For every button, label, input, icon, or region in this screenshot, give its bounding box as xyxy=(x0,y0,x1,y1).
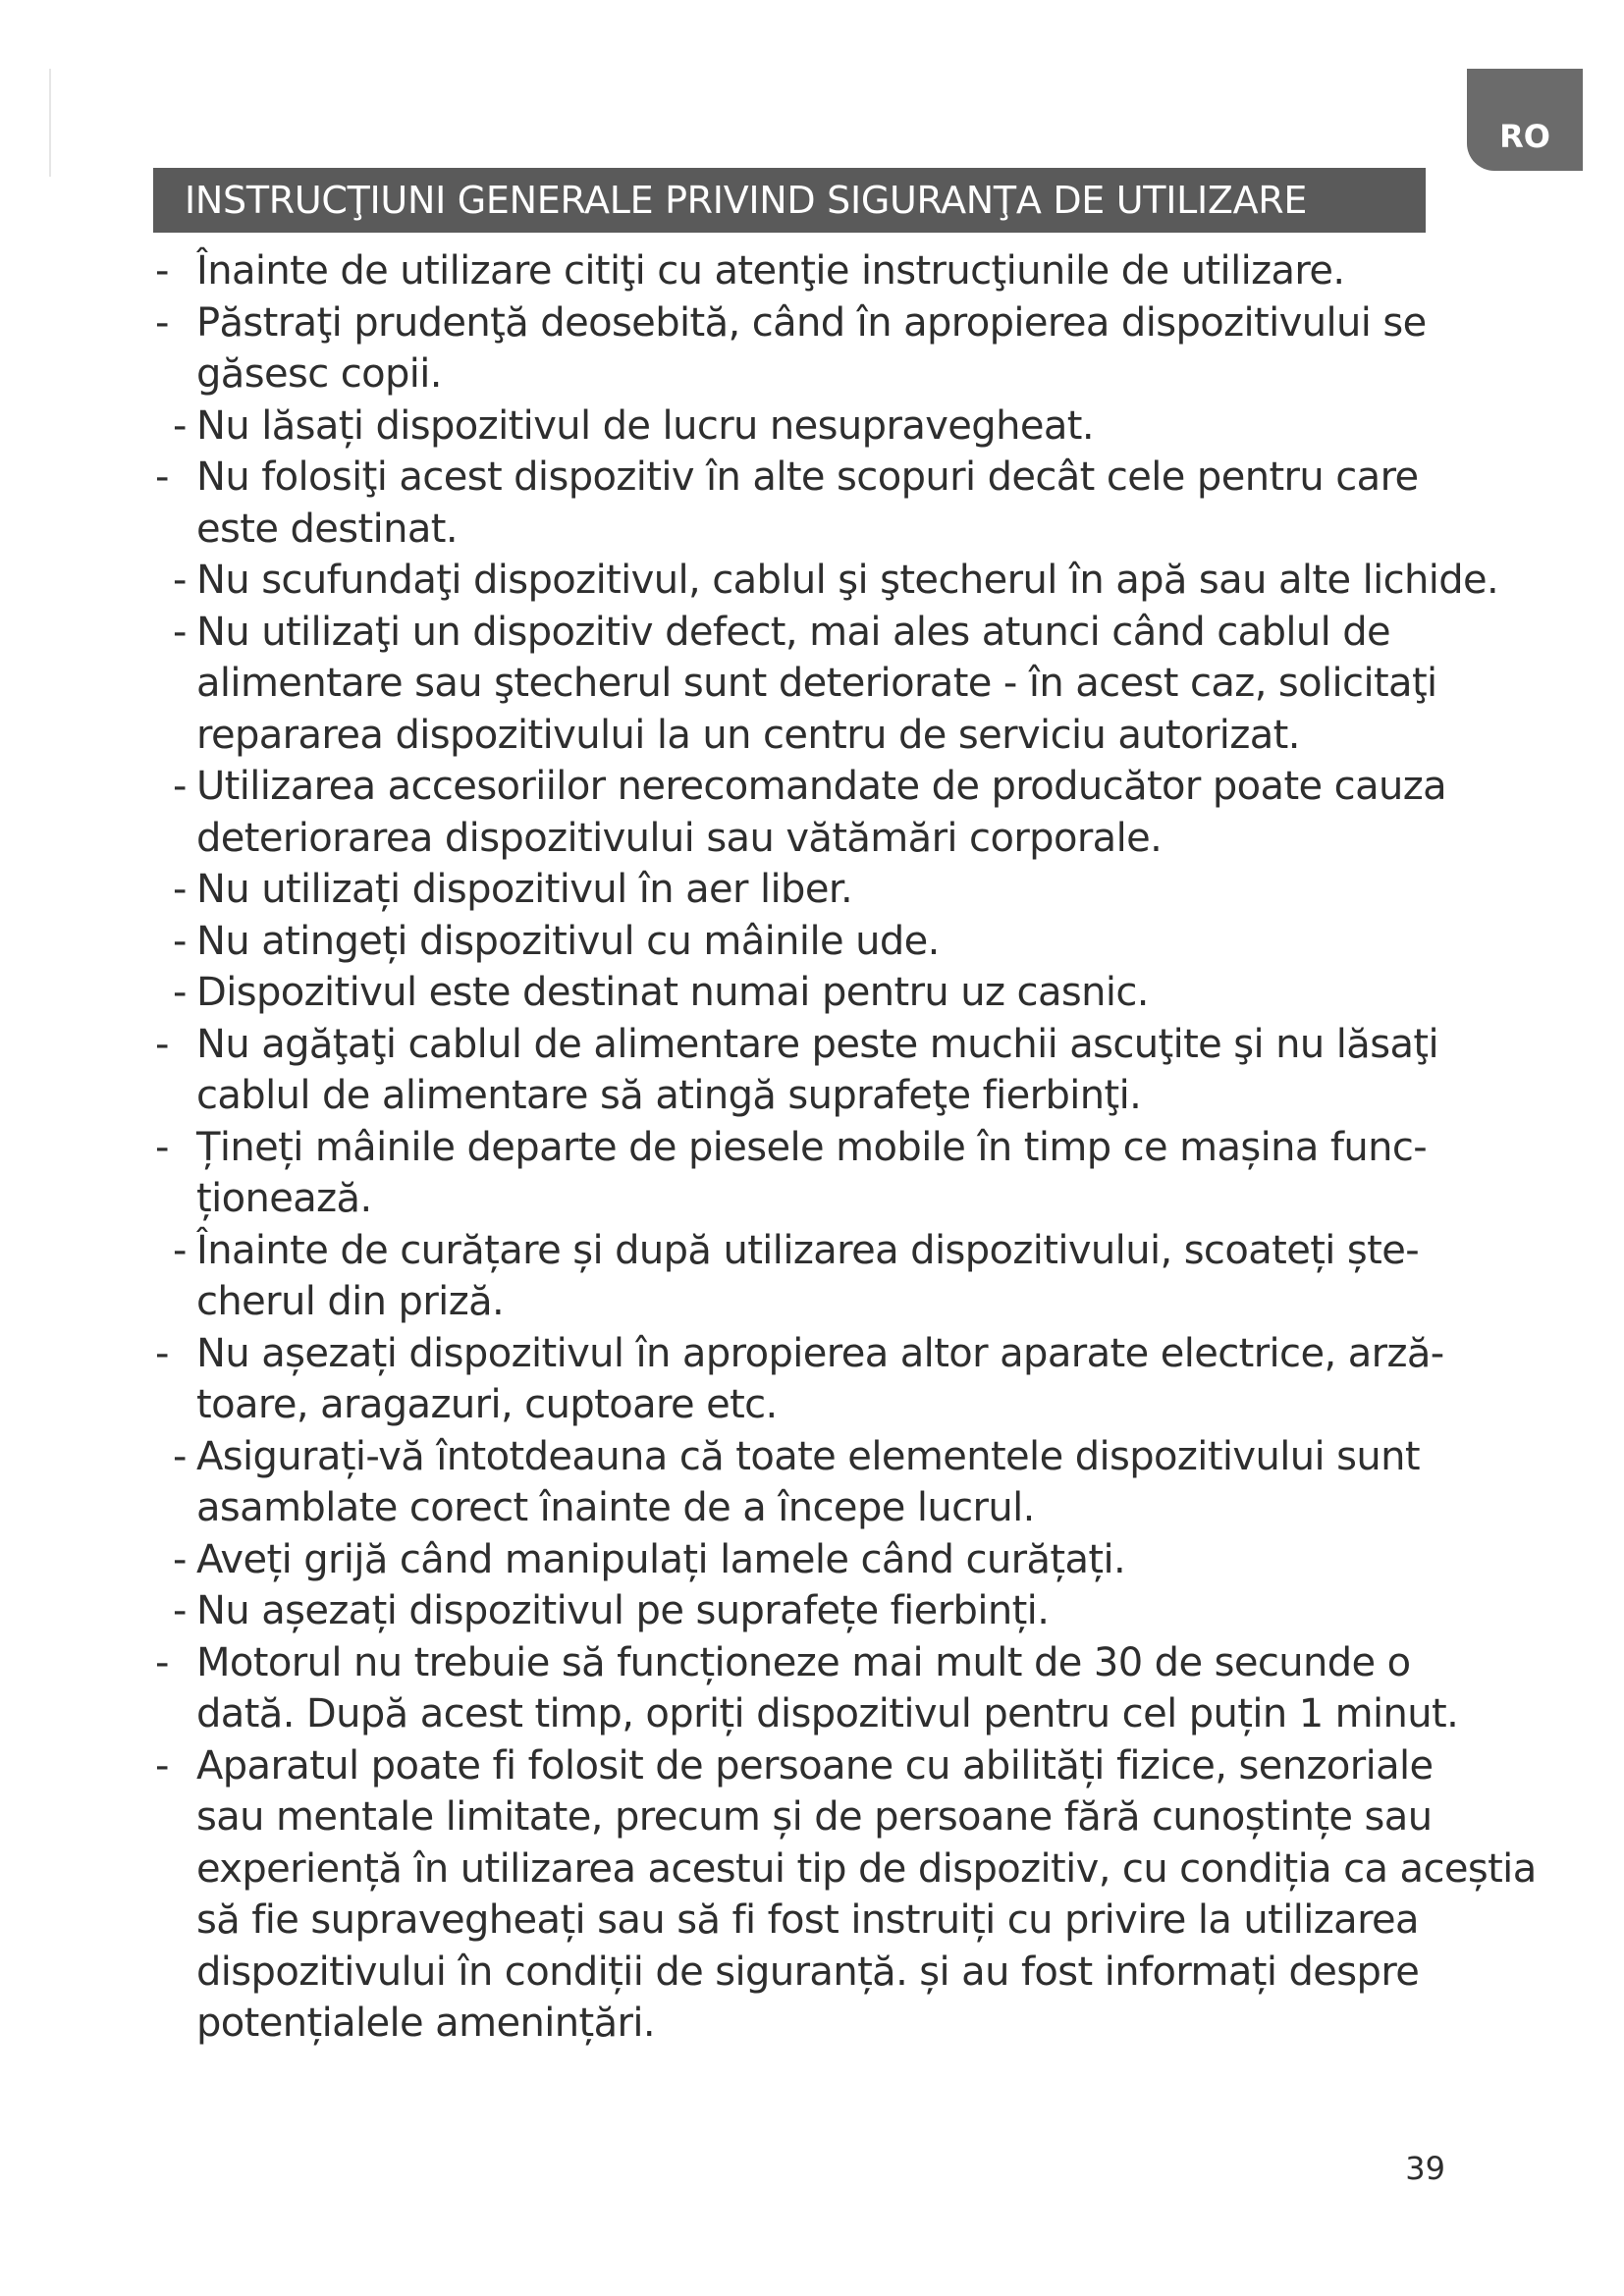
instruction-line: Nu așezați dispozitivul pe suprafețe fierbinți. xyxy=(196,1588,1050,1633)
bullet-dash: - xyxy=(173,1227,187,1273)
bullet-dash: - xyxy=(173,402,187,449)
instruction-line: asamblate corect înainte de a începe lucrul. xyxy=(196,1485,1035,1530)
instruction-line: Nu atingeți dispozitivul cu mâinile ude. xyxy=(196,918,940,964)
instruction-item xyxy=(147,916,1483,968)
section-title: INSTRUCŢIUNI GENERALE PRIVIND SIGURANŢA DE UTILIZARE xyxy=(185,179,1308,222)
section-header xyxy=(153,168,1426,233)
instruction-line: găsesc copii. xyxy=(196,351,442,397)
instruction-line: dispozitivului în condiții de siguranță. și au fost informați despre xyxy=(196,1949,1420,1995)
instruction-line: este destinat. xyxy=(196,506,458,552)
instruction-line: sau mentale limitate, precum și de persoane fără cunoștințe sau xyxy=(196,1794,1433,1840)
instruction-line: Nu utilizaţi un dispozitiv defect, mai ales atunci când cablul de xyxy=(196,609,1391,655)
instruction-line: cherul din priză. xyxy=(196,1279,505,1324)
language-tab-label: RO xyxy=(1499,118,1550,155)
instruction-line: să fie supravegheați sau să fi fost instruiți cu privire la utilizarea xyxy=(196,1897,1419,1943)
bullet-dash: - xyxy=(173,1588,187,1633)
instruction-line: dată. După acest timp, opriți dispozitivul pentru cel puțin 1 minut. xyxy=(196,1691,1459,1736)
safety-instructions-list xyxy=(147,245,1537,2050)
instruction-line: Nu așezați dispozitivul în apropierea altor aparate electrice, arză- xyxy=(196,1330,1444,1376)
instruction-item xyxy=(147,607,1483,762)
instruction-line: ționează. xyxy=(196,1176,372,1221)
instruction-item xyxy=(147,1122,1483,1225)
page-number: 39 xyxy=(1405,2150,1445,2187)
bullet-dash: - xyxy=(155,1330,169,1376)
bullet-dash: - xyxy=(173,609,187,655)
instruction-item xyxy=(147,967,1483,1019)
bullet-dash: - xyxy=(173,764,187,809)
instruction-line: experiență în utilizarea acestui tip de dispozitiv, cu condiția ca aceștia xyxy=(196,1845,1537,1892)
bullet-dash: - xyxy=(173,867,187,912)
bullet-dash: - xyxy=(155,454,169,500)
instruction-item xyxy=(147,1431,1483,1534)
bullet-dash: - xyxy=(155,248,169,294)
bullet-dash: - xyxy=(155,1639,169,1685)
bullet-dash: - xyxy=(173,1433,187,1479)
instruction-line: Motorul nu trebuie să funcționeze mai mult de 30 de secunde o xyxy=(196,1639,1411,1685)
instruction-item xyxy=(147,297,1483,400)
instruction-item xyxy=(147,400,1483,453)
instruction-line: Asigurați-vă întotdeauna că toate elementele dispozitivului sunt xyxy=(196,1433,1420,1479)
instruction-line: Înainte de curățare și după utilizarea dispozitivului, scoateți ște- xyxy=(196,1227,1420,1273)
instruction-item xyxy=(147,452,1483,555)
instruction-line: Țineți mâinile departe de piesele mobile în timp ce mașina func- xyxy=(196,1124,1428,1170)
instruction-line: Nu agăţaţi cablul de alimentare peste muchii ascuţite şi nu lăsaţi xyxy=(196,1021,1438,1067)
instruction-item xyxy=(147,1225,1483,1328)
instruction-item xyxy=(147,1328,1483,1431)
instruction-line: potențialele amenințări. xyxy=(196,2001,655,2046)
instruction-line: Nu lăsați dispozitivul de lucru nesupravegheat. xyxy=(196,402,1094,449)
margin-line xyxy=(49,69,51,177)
instruction-line: Păstraţi prudenţă deosebită, când în apropierea dispozitivului se xyxy=(196,299,1427,346)
instruction-item xyxy=(147,1637,1483,1740)
instruction-line: toare, aragazuri, cuptoare etc. xyxy=(196,1382,778,1427)
instruction-item xyxy=(147,864,1483,916)
instruction-item xyxy=(147,761,1483,864)
bullet-dash: - xyxy=(173,970,187,1015)
bullet-dash: - xyxy=(155,299,169,346)
instruction-item xyxy=(147,1585,1483,1637)
instruction-line: Nu utilizați dispozitivul în aer liber. xyxy=(196,867,853,912)
instruction-item xyxy=(147,555,1499,607)
instruction-line: Dispozitivul este destinat numai pentru uz casnic. xyxy=(196,970,1149,1015)
instruction-line: Nu scufundaţi dispozitivul, cablul şi ştecherul în apă sau alte lichide. xyxy=(196,558,1499,603)
instruction-item xyxy=(147,1740,1537,2050)
bullet-dash: - xyxy=(173,1536,187,1582)
instruction-line: repararea dispozitivului la un centru de serviciu autorizat. xyxy=(196,712,1300,758)
bullet-dash: - xyxy=(173,918,187,964)
instruction-item xyxy=(147,1534,1483,1586)
instruction-line: Aveți grijă când manipulați lamele când curățați. xyxy=(196,1536,1126,1582)
bullet-dash: - xyxy=(155,1124,169,1170)
bullet-dash: - xyxy=(173,558,187,603)
instruction-line: Utilizarea accesoriilor nerecomandate de producător poate cauza xyxy=(196,764,1447,809)
instruction-line: Înainte de utilizare citiţi cu atenţie instrucţiunile de utilizare. xyxy=(196,248,1345,294)
language-tab xyxy=(1467,69,1583,171)
instruction-line: Nu folosiţi acest dispozitiv în alte scopuri decât cele pentru care xyxy=(196,454,1419,500)
instruction-line: cablul de alimentare să atingă suprafeţe fierbinţi. xyxy=(196,1073,1142,1118)
instruction-line: Aparatul poate fi folosit de persoane cu abilități fizice, senzoriale xyxy=(196,1742,1434,1789)
instruction-line: deteriorarea dispozitivului sau vătămări corporale. xyxy=(196,815,1163,861)
bullet-dash: - xyxy=(155,1021,169,1067)
instruction-item xyxy=(147,1019,1483,1122)
bullet-dash: - xyxy=(155,1742,169,1789)
instruction-item xyxy=(147,245,1483,297)
instruction-line: alimentare sau ştecherul sunt deteriorate - în acest caz, solicitaţi xyxy=(196,661,1437,706)
